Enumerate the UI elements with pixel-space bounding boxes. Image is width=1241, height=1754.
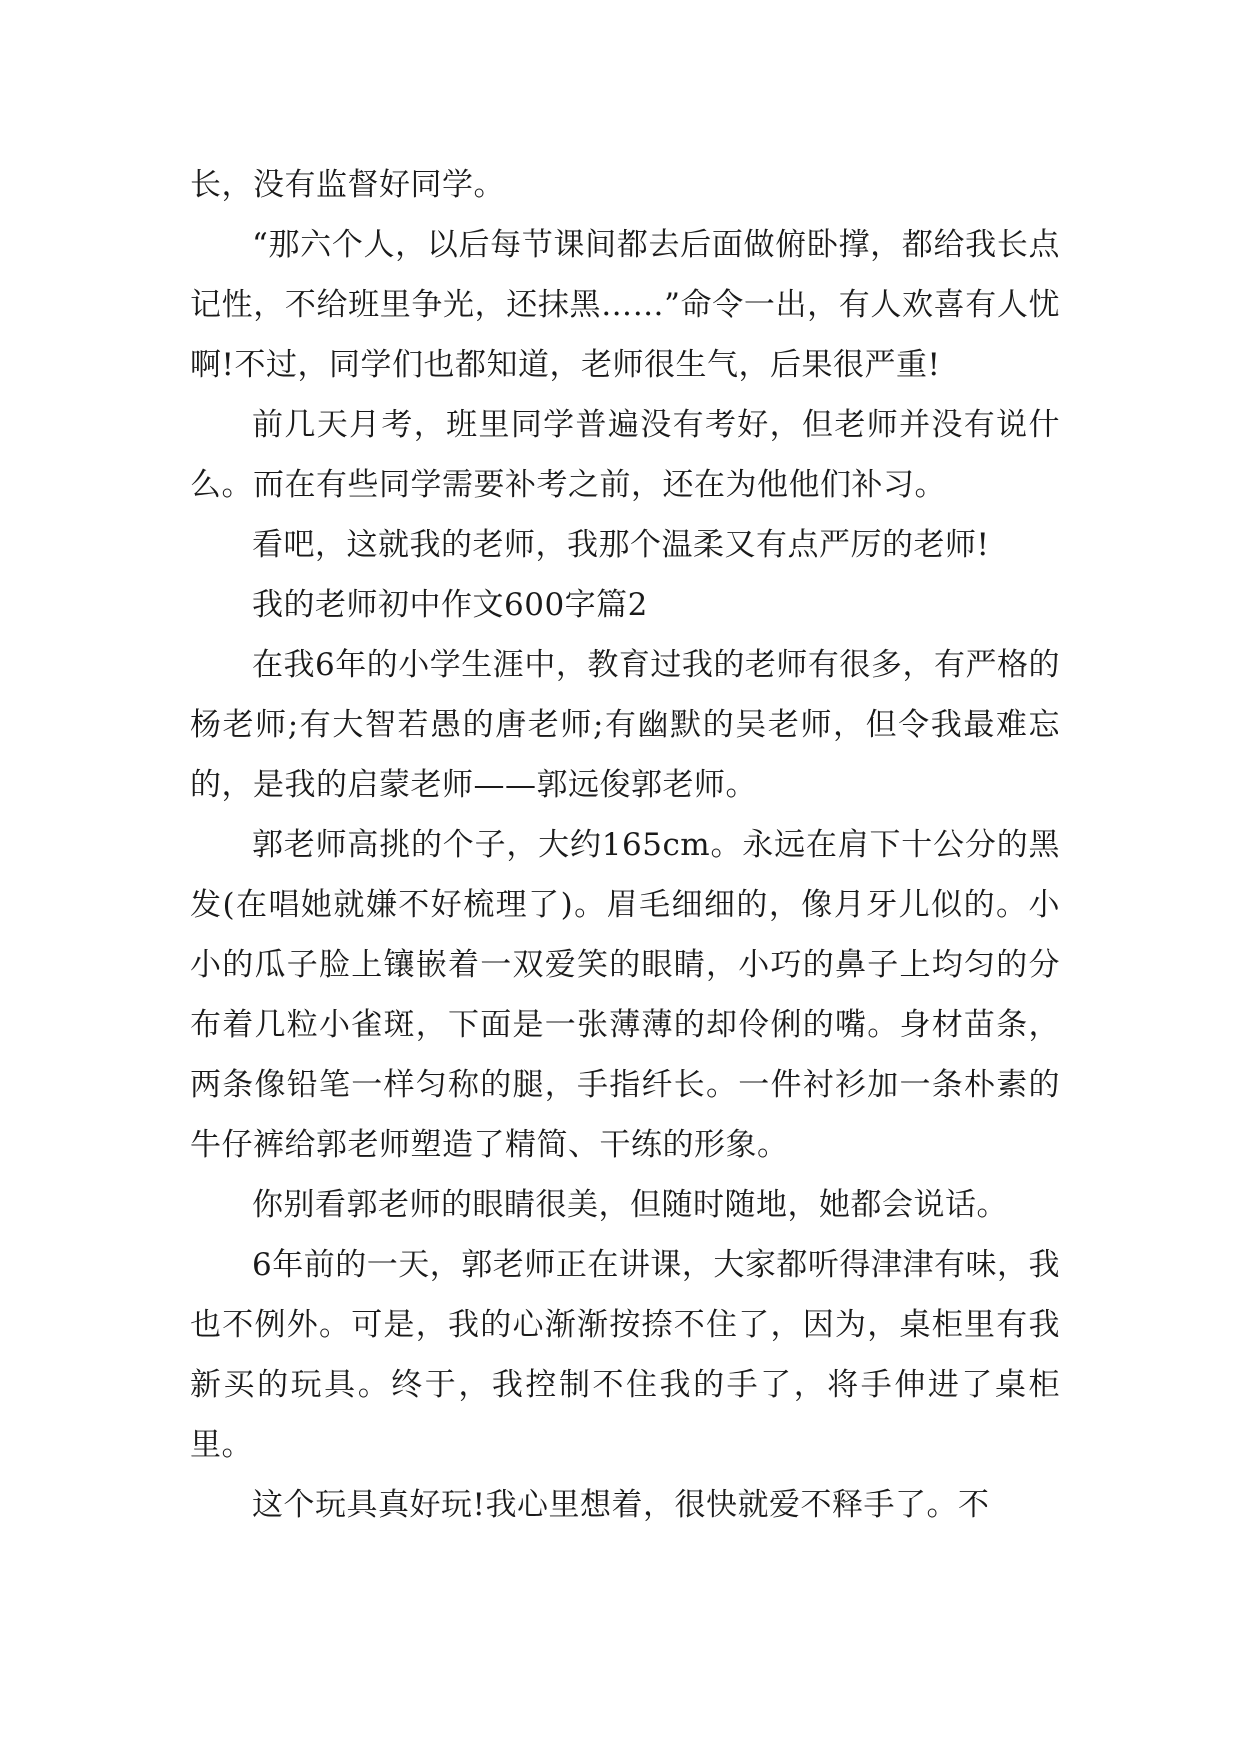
paragraph: 6年前的一天，郭老师正在讲课，大家都听得津津有味，我也不例外。可是，我的心渐渐按捺不住了，因为，桌柜里有我新买的玩具。终于，我控制不住我的手了，将手伸进了桌柜里。 [190,1247,1060,1463]
section-heading: 我的老师初中作文600字篇2 [252,587,648,623]
paragraph: 看吧，这就我的老师，我那个温柔又有点严厉的老师! [252,527,990,563]
paragraph: 郭老师高挑的个子，大约165cm。永远在肩下十公分的黑发(在唱她就嫌不好梳理了)。眉毛细细的，像月牙儿似的。小小的瓜子脸上镶嵌着一双爱笑的眼睛，小巧的鼻子上均匀的分布着几粒小雀斑，下面是一张薄薄的却伶俐的嘴。身材苗条，两条像铅笔一样匀称的腿，手指纤长。一件衬衫加一条朴素的牛仔裤给郭老师塑造了精简、干练的形象。 [190,827,1060,1163]
paragraph: 这个玩具真好玩!我心里想着，很快就爱不释手了。不 [252,1487,990,1523]
essay-body [190,155,1060,1535]
paragraph: 长，没有监督好同学。 [190,167,505,203]
paragraph: “那六个人，以后每节课间都去后面做俯卧撑，都给我长点记性，不给班里争光，还抹黑……”命令一出，有人欢喜有人忧啊!不过，同学们也都知道，老师很生气，后果很严重! [190,227,1060,383]
paragraph: 在我6年的小学生涯中，教育过我的老师有很多，有严格的杨老师;有大智若愚的唐老师;有幽默的吴老师，但令我最难忘的，是我的启蒙老师——郭远俊郭老师。 [190,647,1060,803]
paragraph: 前几天月考，班里同学普遍没有考好，但老师并没有说什么。而在有些同学需要补考之前，还在为他他们补习。 [190,407,1060,503]
paragraph: 你别看郭老师的眼睛很美，但随时随地，她都会说话。 [252,1187,1008,1223]
